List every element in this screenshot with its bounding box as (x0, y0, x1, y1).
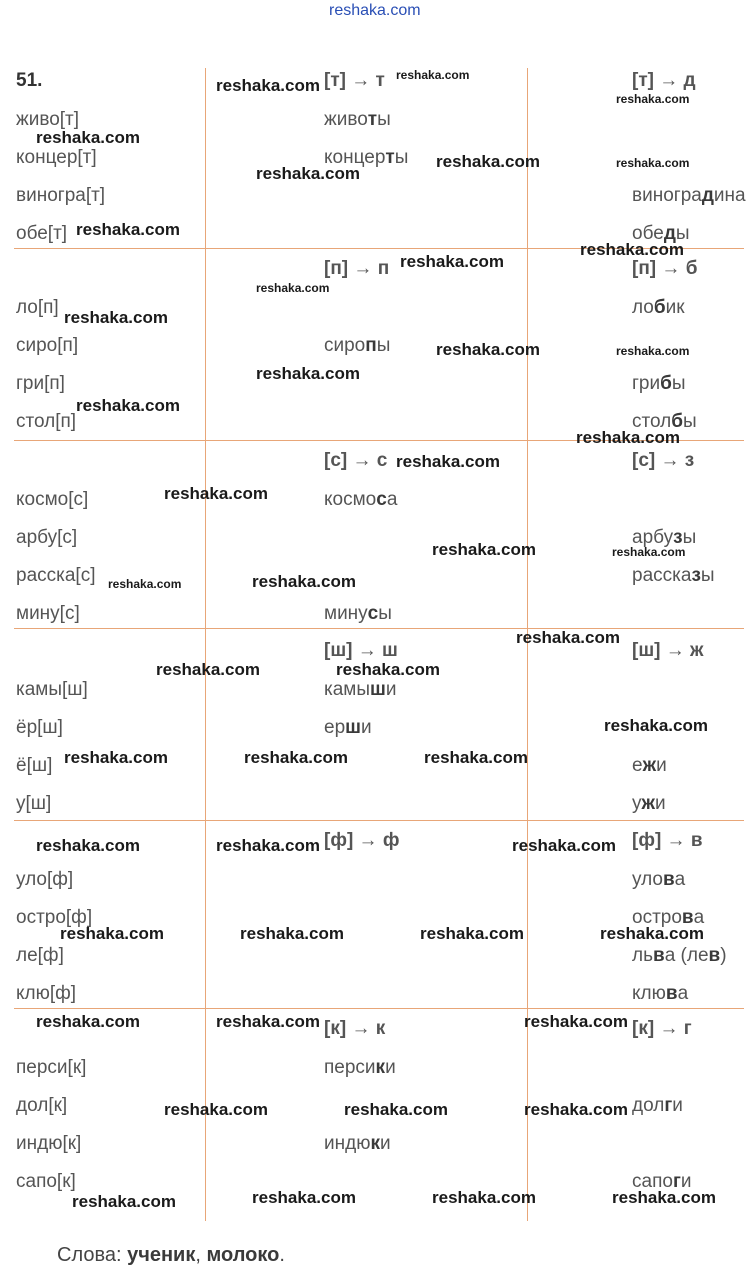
group-head-same: [п] → п (324, 258, 390, 279)
word-stem: обе (632, 223, 664, 244)
watermark: reshaka.com (244, 748, 348, 767)
exercise-number: 51. (16, 70, 43, 91)
word-letter-highlight: ж (642, 755, 657, 776)
watermark: reshaka.com (36, 128, 140, 147)
word-ending: а (ле (664, 945, 709, 966)
word-ending: и (360, 717, 372, 738)
word-ending: и (385, 1057, 396, 1078)
word-alternate-sound (632, 983, 688, 1005)
watermark: reshaka.com (604, 716, 708, 735)
word-alternate-sound (632, 1095, 683, 1117)
watermark: reshaka.com (580, 240, 684, 259)
watermark: reshaka.com (432, 1188, 536, 1207)
word-same-sound (324, 603, 392, 625)
word-stem: арбу (632, 527, 674, 548)
word-transcription: перси[к] (16, 1057, 87, 1078)
watermark: reshaka.com (616, 92, 690, 106)
word-alternate-sound (632, 755, 667, 777)
watermark: reshaka.com (616, 156, 690, 170)
watermark: reshaka.com (612, 1188, 716, 1207)
word-letter-highlight: т (367, 109, 378, 130)
watermark: reshaka.com (156, 660, 260, 679)
group-head-same: [ф] → ф (324, 830, 400, 851)
watermark: reshaka.com (616, 344, 690, 358)
watermark: reshaka.com (64, 308, 168, 327)
word-transcription: мину[с] (16, 603, 80, 624)
word-stem: сиро (324, 335, 366, 356)
watermark: reshaka.com (76, 396, 180, 415)
word-transcription: уло[ф] (16, 869, 74, 890)
watermark: reshaka.com (216, 1012, 320, 1031)
word-ending: ы (682, 411, 697, 432)
word-transcription: индю[к] (16, 1133, 82, 1154)
watermark: reshaka.com (512, 836, 616, 855)
watermark: reshaka.com (420, 924, 524, 943)
word-ending: ы (700, 565, 715, 586)
word-ending: и (672, 1095, 683, 1116)
word-transcription: космо[с] (16, 489, 89, 510)
word-ending: ы (671, 373, 686, 394)
watermark: reshaka.com (164, 1100, 268, 1119)
word-same-sound (324, 489, 397, 511)
word-letter-highlight: з (691, 565, 701, 586)
word-ending: и (385, 679, 397, 700)
word-stem: индю (324, 1133, 371, 1154)
word-stem: космо (324, 489, 377, 510)
word-letter-highlight: д (663, 223, 676, 244)
group-head-same: [с] → с (324, 450, 388, 471)
word-letter-highlight: г (664, 1095, 673, 1116)
word-stem: е (632, 755, 643, 776)
watermark: reshaka.com (432, 540, 536, 559)
word-transcription: клю[ф] (16, 983, 77, 1004)
watermark: reshaka.com (72, 1192, 176, 1211)
watermark: reshaka.com (436, 340, 540, 359)
footer-word-2: молоко (206, 1244, 280, 1266)
word-stem: ер (324, 717, 346, 738)
row-divider (14, 628, 744, 629)
word-letter-highlight: б (653, 297, 666, 318)
word-letter-highlight: п (365, 335, 377, 356)
footer-label: Слова: (57, 1244, 128, 1266)
word-transcription: живо[т] (16, 109, 80, 130)
group-head-alternate: [ш] → ж (632, 640, 704, 661)
footer-line (57, 1244, 285, 1267)
word-transcription: ё[ш] (16, 755, 53, 776)
word-transcription: виногра[т] (16, 185, 106, 206)
watermark: reshaka.com (612, 545, 686, 559)
watermark: reshaka.com (60, 924, 164, 943)
word-stem: остро (632, 907, 682, 928)
word-letter-highlight: ш (345, 717, 361, 738)
word-alternate-sound (632, 793, 666, 815)
watermark: reshaka.com (516, 628, 620, 647)
footer-end: . (279, 1244, 285, 1266)
watermark: reshaka.com (252, 1188, 356, 1207)
word-letter-highlight: в (681, 907, 694, 928)
word-transcription: у[ш] (16, 793, 52, 814)
word-stem: ль (632, 945, 653, 966)
word-letter-highlight: д (701, 185, 714, 206)
word-ending: ) (720, 945, 727, 966)
group-head-alternate: [п] → б (632, 258, 698, 279)
word-transcription: концер[т] (16, 147, 97, 168)
word-ending: а (674, 869, 686, 890)
watermark: reshaka.com (396, 452, 500, 471)
watermark: reshaka.com (76, 220, 180, 239)
word-alternate-sound (632, 297, 685, 319)
word-stem: живо (324, 109, 368, 130)
word-stem: гри (632, 373, 661, 394)
watermark: reshaka.com (108, 577, 182, 591)
word-stem: расска (632, 565, 692, 586)
word-stem: камы (324, 679, 371, 700)
group-head-alternate: [к] → г (632, 1018, 692, 1039)
watermark: reshaka.com (336, 660, 440, 679)
watermark: reshaka.com (252, 572, 356, 591)
watermark: reshaka.com (36, 1012, 140, 1031)
word-letter-highlight: в (708, 945, 721, 966)
word-transcription: сиро[п] (16, 335, 79, 356)
watermark: reshaka.com (524, 1100, 628, 1119)
word-letter-highlight: в (665, 983, 678, 1004)
word-ending: ы (376, 335, 391, 356)
word-transcription: сапо[к] (16, 1171, 76, 1192)
word-letter-highlight: к (370, 1133, 380, 1154)
word-stem: перси (324, 1057, 376, 1078)
word-ending: и (680, 1171, 692, 1192)
word-transcription: ле[ф] (16, 945, 64, 966)
word-transcription: стол[п] (16, 411, 77, 432)
footer-separator: , (195, 1244, 207, 1266)
word-stem: клю (632, 983, 666, 1004)
word-transcription: ёр[ш] (16, 717, 63, 738)
word-alternate-sound (632, 945, 727, 967)
word-ending: ина (713, 185, 746, 206)
word-ending: и (656, 755, 667, 776)
word-letter-highlight: б (660, 373, 672, 394)
watermark: reshaka.com (256, 164, 360, 183)
word-alternate-sound (632, 185, 746, 207)
word-transcription: ло[п] (16, 297, 59, 318)
word-transcription: гри[п] (16, 373, 65, 394)
word-ending: ы (394, 147, 409, 168)
word-ending: а (386, 489, 398, 510)
word-alternate-sound (632, 869, 685, 891)
word-letter-highlight: г (672, 1171, 681, 1192)
word-stem: ло (632, 297, 654, 318)
word-transcription: дол[к] (16, 1095, 68, 1116)
word-alternate-sound (632, 565, 715, 587)
group-head-alternate: [т] → д (632, 70, 696, 91)
word-stem: стол (632, 411, 672, 432)
watermark: reshaka.com (436, 152, 540, 171)
word-transcription: остро[ф] (16, 907, 93, 928)
word-letter-highlight: ш (370, 679, 386, 700)
word-same-sound (324, 1133, 391, 1155)
word-same-sound (324, 1057, 396, 1079)
word-ending: ы (378, 603, 392, 624)
group-head-same: [к] → к (324, 1018, 386, 1039)
word-letter-highlight: с (367, 603, 379, 624)
word-transcription: обе[т] (16, 223, 68, 244)
group-head-same: [т] → т (324, 70, 385, 91)
watermark: reshaka.com (64, 748, 168, 767)
top-watermark[interactable]: reshaka.com (329, 2, 421, 19)
watermark: reshaka.com (164, 484, 268, 503)
group-head-alternate: [ф] → в (632, 830, 703, 851)
row-divider (14, 820, 744, 821)
word-stem: концер (324, 147, 386, 168)
watermark: reshaka.com (240, 924, 344, 943)
footer-word-1: ученик (127, 1244, 196, 1266)
word-same-sound (324, 679, 396, 701)
word-ending: ы (377, 109, 391, 130)
word-transcription: арбу[с] (16, 527, 78, 548)
word-ending: а (693, 907, 705, 928)
word-ending: и (379, 1133, 391, 1154)
word-stem: сапо (632, 1171, 673, 1192)
watermark: reshaka.com (216, 836, 320, 855)
watermark: reshaka.com (600, 924, 704, 943)
word-letter-highlight: б (671, 411, 683, 432)
word-same-sound (324, 335, 390, 357)
word-ending: ы (675, 223, 690, 244)
word-same-sound (324, 109, 391, 131)
word-ending: и (654, 793, 666, 814)
word-letter-highlight: т (385, 147, 395, 168)
watermark: reshaka.com (36, 836, 140, 855)
group-head-alternate: [с] → з (632, 450, 695, 471)
word-letter-highlight: в (653, 945, 665, 966)
watermark: reshaka.com (256, 281, 330, 295)
watermark: reshaka.com (344, 1100, 448, 1119)
word-alternate-sound (632, 373, 686, 395)
word-letter-highlight: к (375, 1057, 386, 1078)
watermark: reshaka.com (576, 428, 680, 447)
word-letter-highlight: з (673, 527, 683, 548)
word-same-sound (324, 717, 372, 739)
watermark: reshaka.com (524, 1012, 628, 1031)
group-head-same: [ш] → ш (324, 640, 398, 661)
word-stem: дол (632, 1095, 665, 1116)
word-stem: виногра (632, 185, 702, 206)
word-letter-highlight: в (662, 869, 675, 890)
watermark: reshaka.com (256, 364, 360, 383)
watermark: reshaka.com (396, 68, 470, 82)
word-stem: уло (632, 869, 663, 890)
word-stem: мину (324, 603, 368, 624)
word-letter-highlight: с (376, 489, 387, 510)
word-letter-highlight: ж (641, 793, 655, 814)
word-stem: у (632, 793, 642, 814)
word-ending: а (677, 983, 689, 1004)
watermark: reshaka.com (400, 252, 504, 271)
word-transcription: камы[ш] (16, 679, 88, 700)
word-ending: ик (665, 297, 685, 318)
word-transcription: расска[с] (16, 565, 96, 586)
watermark: reshaka.com (424, 748, 528, 767)
column-divider-1 (205, 68, 206, 1221)
word-ending: ы (682, 527, 697, 548)
row-divider (14, 1008, 744, 1009)
watermark: reshaka.com (216, 76, 320, 95)
